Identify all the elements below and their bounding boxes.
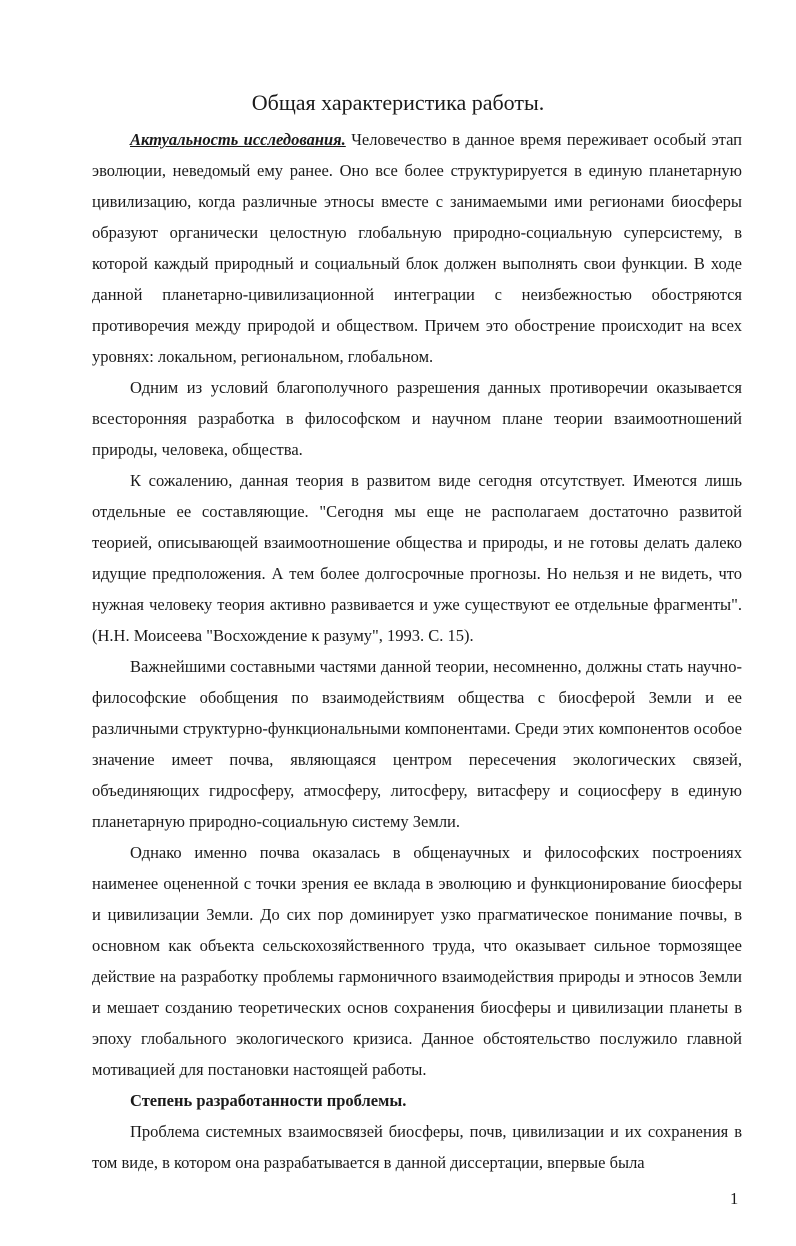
page-number: 1: [730, 1189, 739, 1208]
paragraph-text: К сожалению, данная теория в развитом виде сегодня отсутствует. Имеются лишь отдельные ее составляющие. "Сегодня мы еще не располагаем достаточно развитой теорией, описывающей взаимоотношение общества и природы, и не готовы делать далеко идущие предположения. А тем более долгосрочные прогнозы. Но нельзя и не видеть, что нужная человеку теория активно развивается и уже существуют ее отдельные фрагменты". (Н.Н. Моисеева "Восхождение к разуму", 1993. С. 15).: [92, 471, 742, 645]
document-body: [92, 124, 742, 1178]
page-title: Общая характеристика работы.: [251, 90, 545, 115]
paragraph-text: Одним из условий благополучного разрешения данных противоречии оказывается всесторонняя разработка в философском и научном плане теории взаимоотношений природы, человека, общества.: [92, 378, 742, 459]
relevance-lead: Актуальность исследования.: [130, 130, 346, 149]
paragraph-text: Важнейшими составными частями данной теории, несомненно, должны стать научно- философские обобщения по взаимодействиям общества с биосферой Земли и ее различными структурно-функциональными компонентами. Среди этих компонентов особое значение имеет почва, являющаяся центром пересечения экологических связей, объединяющих гидросферу, атмосферу, литосферу, витасферу и социосферу в единую планетарную природно-социальную систему Земли.: [92, 657, 742, 831]
paragraph-text: Проблема системных взаимосвязей биосферы, почв, цивилизации и их сохранения в том виде, в котором она разрабатывается в данной диссертации, впервые была: [92, 1122, 742, 1172]
paragraph-text: Однако именно почва оказалась в общенаучных и философских построениях наименее оцененной с точки зрения ее вклада в эволюцию и функционирование биосферы и цивилизации Земли. До сих пор доминирует узко прагматическое понимание почвы, в основном как объекта сельскохозяйственного труда, что оказывает сильное тормозящее действие на разработку проблемы гармоничного взаимодействия природы и этносов Земли и мешает созданию теоретических основ сохранения биосферы и цивилизации планеты в эпоху глобального экологического кризиса. Данное обстоятельство послужило главной мотивацией для постановки настоящей работы.: [92, 843, 742, 1079]
relevance-text: Человечество в данное время переживает особый этап эволюции, неведомый ему ранее. Оно все более структурируется в единую планетарную цивилизацию, когда различные этносы вместе с занимаемыми ими регионами биосферы образуют органически целостную глобальную природно-социальную суперсистему, в которой каждый природный и социальный блок должен выполнять свои функции. В ходе данной планетарно-цивилизационной интеграции с неизбежностью обостряются противоречия между природой и обществом. Причем это обострение происходит на всех уровнях: локальном, региональном, глобальном.: [92, 130, 743, 366]
paragraph-relevance: [92, 124, 742, 372]
section-heading: Степень разработанности проблемы.: [130, 1091, 407, 1110]
